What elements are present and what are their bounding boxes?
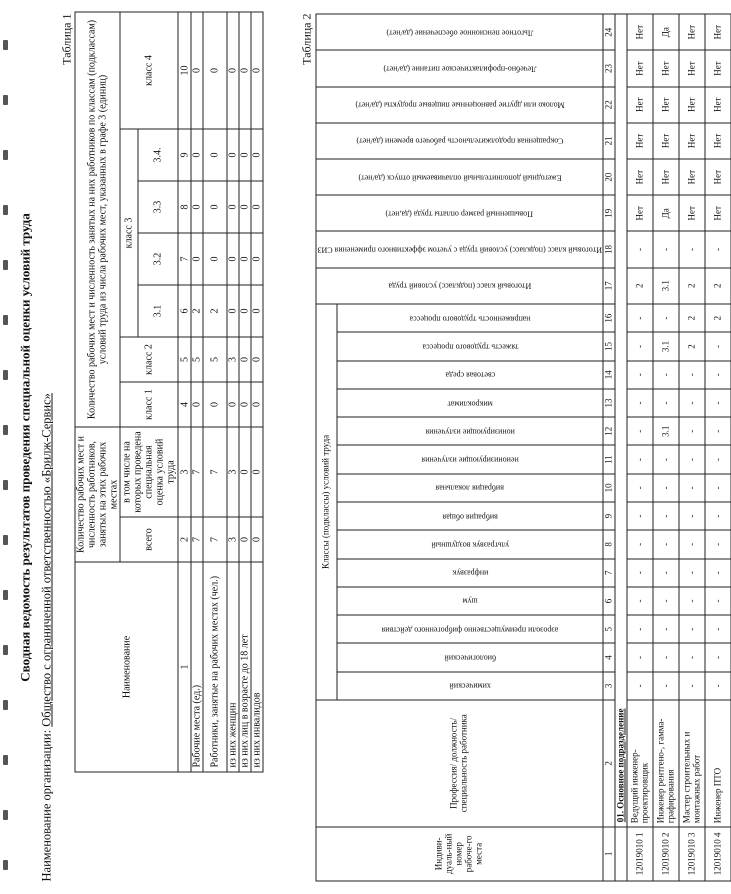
t2-cell: -: [627, 231, 653, 267]
t2-profession: Инженер рентгено-, гамма-графирования: [653, 699, 679, 826]
t2-cell: -: [627, 586, 653, 614]
t2-cell: -: [705, 530, 731, 558]
t2-cell: Нет: [679, 195, 705, 231]
t2-cell: Да: [653, 14, 679, 50]
t1-cell: 7: [203, 426, 227, 516]
t1-cell: 0: [191, 180, 203, 232]
t2-cell: -: [653, 388, 679, 416]
t2-cell: -: [705, 502, 731, 530]
t2-factor-text: тяжесть трудового процесса: [421, 341, 518, 351]
t2-cell: 2: [679, 267, 705, 303]
t1-cell: 0: [203, 381, 227, 426]
t2-factor-header: [316, 50, 603, 86]
t2-colnum: 16: [603, 303, 615, 332]
t2-factor-text: вибрация общая: [441, 511, 498, 521]
t1-row: [239, 11, 251, 771]
t2-cell: -: [679, 445, 705, 473]
t1-cell: 0: [239, 381, 251, 426]
t2-cell: Нет: [627, 158, 653, 194]
t2-factor-header: [336, 586, 603, 614]
t1-cell: 0: [227, 11, 239, 128]
t2-factor-header: [316, 14, 603, 50]
t1-cell: 0: [191, 381, 203, 426]
t2-colnum: 10: [603, 473, 615, 501]
t2-profession: Инженер ПТО: [705, 699, 731, 826]
t2-cell: -: [705, 558, 731, 586]
t2-cell: -: [653, 586, 679, 614]
t2-factor-header: [336, 558, 603, 586]
t2-cell: -: [679, 502, 705, 530]
t2-section-row: [615, 14, 627, 881]
organization-label: Наименование организации:: [39, 729, 53, 881]
t2-row: [627, 14, 653, 881]
t2-factor-header: [316, 231, 603, 267]
t2-cell: -: [627, 417, 653, 445]
t2-cell: -: [705, 417, 731, 445]
t2-cell: -: [705, 332, 731, 360]
t1-body: [191, 11, 263, 771]
t2-row: [705, 14, 731, 881]
t2-cell: -: [627, 502, 653, 530]
t1-cell: 5: [203, 336, 227, 381]
t2-factor-header: [336, 445, 603, 473]
t1-header-included: в том числе на которых проведена специальная оценка условий труда: [120, 426, 178, 516]
t2-factor-header: [336, 473, 603, 501]
t2-colnum: 1: [603, 826, 615, 880]
t2-factor-header: [336, 388, 603, 416]
t2-factor-text: биологический: [443, 653, 496, 663]
t1-cell: 0: [251, 180, 263, 232]
t1-header-3-3: 3.3: [138, 180, 178, 232]
t2-cell: -: [705, 231, 731, 267]
summary-table-2: [315, 13, 731, 881]
t1-cell: 0: [227, 128, 239, 180]
t2-cell: -: [627, 530, 653, 558]
t2-cell: -: [627, 558, 653, 586]
t2-cell: 2: [679, 303, 705, 332]
t2-cell: -: [627, 643, 653, 671]
t1-colnum: 7: [178, 232, 191, 284]
t1-header-classes: Количество рабочих мест и численность занятых на них работников по классам (подклассам) условий труда из числа рабочих мест, указанных в графе 3 (единиц): [75, 11, 120, 426]
t2-cell: Нет: [705, 122, 731, 158]
t1-row: [203, 11, 227, 771]
t2-cell: -: [653, 558, 679, 586]
t2-colnum: 2: [603, 699, 615, 826]
t2-factor-header: [316, 195, 603, 231]
t2-cell: Нет: [627, 14, 653, 50]
t2-factor-header: [316, 86, 603, 122]
t1-row: [191, 11, 203, 771]
t1-cell: 0: [251, 381, 263, 426]
t2-colnum: 7: [603, 558, 615, 586]
t2-row: [679, 14, 705, 881]
t1-cell: 0: [191, 11, 203, 128]
t1-cell: 0: [239, 284, 251, 336]
t2-cell: -: [705, 445, 731, 473]
t2-cell: Нет: [627, 50, 653, 86]
t2-colnum: 20: [603, 158, 615, 194]
t1-cell: 2: [203, 284, 227, 336]
t2-cell: 2: [679, 332, 705, 360]
t2-colnum: 22: [603, 86, 615, 122]
t1-row-label: из них лиц в возрасте до 18 лет: [239, 562, 251, 772]
t2-cell: Да: [653, 195, 679, 231]
t2-cell: -: [705, 586, 731, 614]
t2-cell: -: [653, 231, 679, 267]
t2-row: [653, 14, 679, 881]
t2-cell: -: [705, 671, 731, 699]
t2-colnum: 9: [603, 502, 615, 530]
t1-cell: 0: [251, 232, 263, 284]
t2-factor-text: неионизирующие излучения: [420, 455, 519, 465]
t2-factor-text: ультразвук воздушный: [430, 539, 509, 549]
t2-factor-header: [316, 158, 603, 194]
t2-colnum: 12: [603, 417, 615, 445]
t2-colnum: 3: [603, 671, 615, 699]
t2-cell: -: [653, 671, 679, 699]
t2-colnum: 4: [603, 643, 615, 671]
t2-factor-text: Молоко или другие равноценные пищевые продукты (да/нет): [354, 100, 564, 110]
t1-colnum: 2: [178, 517, 191, 562]
t2-cell: -: [653, 530, 679, 558]
t2-cell: -: [653, 615, 679, 643]
t2-cell: Нет: [627, 122, 653, 158]
summary-table-1: [74, 11, 263, 772]
t1-header-count: Количество рабочих мест и численность работников, занятых на этих рабочих местах: [75, 426, 120, 561]
t1-header-class1: класс 1: [120, 381, 178, 426]
t2-factor-header: [336, 303, 603, 332]
t2-cell: 2: [705, 267, 731, 303]
t2-cell: -: [627, 671, 653, 699]
t2-cell: Нет: [653, 50, 679, 86]
t1-cell: 0: [227, 284, 239, 336]
t2-colnum: 17: [603, 267, 615, 303]
t1-cell: 0: [227, 180, 239, 232]
t2-cell: -: [705, 643, 731, 671]
t2-cell: -: [627, 473, 653, 501]
t2-cell: Нет: [705, 14, 731, 50]
t2-factor-header: [336, 671, 603, 699]
t2-cell: 3.1: [653, 332, 679, 360]
t2-factor-text: Итоговый класс (подкласс) условий труда: [387, 281, 531, 291]
t2-factor-text: Льготное пенсионное обеспечение (да/нет): [385, 27, 533, 37]
t1-cell: 2: [191, 284, 203, 336]
t2-profession: Ведущий инженер-проектировщик: [627, 699, 653, 826]
t1-row-label: Работники, занятые на рабочих местах (чел.): [203, 562, 227, 772]
t2-header-classes: Классы (подклассы) условий труда: [316, 303, 337, 699]
t1-header-class2: класс 2: [120, 336, 178, 381]
t2-workplace-id: 12019010 1: [627, 826, 653, 880]
t2-cell: -: [653, 473, 679, 501]
t2-cell: Нет: [705, 50, 731, 86]
t1-cell: 0: [239, 517, 251, 562]
t1-header-name: Наименование: [75, 562, 178, 772]
t1-header-3-1: 3.1: [138, 284, 178, 336]
t2-cell: -: [679, 671, 705, 699]
t2-cell: -: [653, 502, 679, 530]
t1-colnum: 9: [178, 128, 191, 180]
t2-factor-header: [336, 332, 603, 360]
t1-cell: 0: [191, 232, 203, 284]
t2-workplace-id: 12019010 4: [705, 826, 731, 880]
t2-colnum: 11: [603, 445, 615, 473]
t2-factor-text: Итоговый класс (подкласс) условий труда с учетом эффективного применения СИЗ: [317, 245, 602, 254]
t2-colnum: 23: [603, 50, 615, 86]
t2-factor-text: инфразвук: [451, 568, 488, 578]
t1-cell: 7: [191, 426, 203, 516]
t1-cell: 0: [251, 284, 263, 336]
t2-factor-header: [316, 267, 603, 303]
t2-cell: Нет: [705, 158, 731, 194]
t2-cell: -: [627, 360, 653, 388]
t2-factor-text: аэрозоли преимущественно фиброгенного действия: [381, 624, 559, 634]
t2-factor-text: Сокращенная продолжительность рабочего времени (да/нет): [355, 136, 563, 146]
t2-cell: Нет: [627, 86, 653, 122]
t2-cell: Нет: [679, 86, 705, 122]
t1-header-class4: класс 4: [120, 11, 178, 128]
t2-factor-text: вибрация локальная: [435, 483, 504, 493]
t1-cell: 0: [227, 381, 239, 426]
t2-factor-header: [336, 417, 603, 445]
t1-cell: 7: [203, 517, 227, 562]
t1-header-3-2: 3.2: [138, 232, 178, 284]
t1-column-numbers: [178, 11, 191, 771]
t2-cell: Нет: [705, 195, 731, 231]
t2-factor-header: [336, 360, 603, 388]
t2-colnum: 15: [603, 332, 615, 360]
t2-cell: -: [679, 586, 705, 614]
t1-colnum: 4: [178, 381, 191, 426]
t2-cell: Нет: [679, 122, 705, 158]
t2-cell: -: [705, 615, 731, 643]
t2-column-numbers: [603, 14, 615, 881]
t1-header-total: всего: [120, 517, 178, 562]
t2-factor-text: микроклимат: [446, 398, 493, 408]
t2-factor-text: световая среда: [444, 370, 495, 380]
t1-colnum: 3: [178, 426, 191, 516]
t1-cell: 0: [239, 426, 251, 516]
t1-cell: 0: [203, 128, 227, 180]
t1-row-label: из них женщин: [227, 562, 239, 772]
t2-cell: -: [627, 388, 653, 416]
t2-section-label: 01. Основное подразделение: [615, 14, 627, 827]
t1-cell: 0: [239, 180, 251, 232]
t2-colnum: 21: [603, 122, 615, 158]
t2-factor-text: химический: [448, 681, 491, 691]
t1-header-class3: класс 3: [120, 128, 138, 336]
t1-row-label: Рабочие места (ед.): [191, 562, 203, 772]
t2-colnum: 5: [603, 615, 615, 643]
t2-cell: -: [679, 417, 705, 445]
t1-cell: 7: [191, 517, 203, 562]
t1-colnum: 1: [178, 562, 191, 772]
t1-cell: 0: [239, 128, 251, 180]
t2-factor-text: ионизирующие излучения: [424, 426, 515, 436]
t2-cell: -: [705, 360, 731, 388]
t2-cell: Нет: [653, 158, 679, 194]
t2-colnum: 24: [603, 14, 615, 50]
t2-factor-header: [336, 615, 603, 643]
t2-cell: -: [627, 445, 653, 473]
table1-caption: Таблица 1: [59, 13, 73, 65]
t2-header-id: Индиви-дуаль-ный номер рабоче-го места: [316, 826, 603, 880]
t1-colnum: 8: [178, 180, 191, 232]
t2-cell: Нет: [679, 50, 705, 86]
t1-colnum: 10: [178, 11, 191, 128]
t2-factor-text: шум: [462, 596, 478, 606]
t2-cell: -: [627, 332, 653, 360]
table2-caption: Таблица 2: [299, 13, 313, 65]
t1-cell: 0: [191, 128, 203, 180]
t2-cell: -: [679, 473, 705, 501]
t1-cell: 0: [227, 232, 239, 284]
t2-cell: -: [653, 303, 679, 332]
t2-workplace-id: 12019010 3: [679, 826, 705, 880]
t1-header-3-4: 3.4.: [138, 128, 178, 180]
t1-cell: 0: [239, 232, 251, 284]
organization-name: Общество с ограниченной ответственностью «Брилж-Сервис»: [39, 392, 53, 727]
t2-cell: -: [679, 643, 705, 671]
t2-cell: Нет: [653, 86, 679, 122]
t1-colnum: 5: [178, 336, 191, 381]
t1-number-row-group: [178, 11, 191, 771]
t2-cell: 3.1: [653, 417, 679, 445]
t1-cell: 5: [191, 336, 203, 381]
t1-cell: 3: [227, 336, 239, 381]
t2-factor-header: [336, 530, 603, 558]
t1-cell: 0: [251, 11, 263, 128]
t2-colnum: 18: [603, 231, 615, 267]
t1-cell: 0: [251, 426, 263, 516]
t2-cell: Нет: [679, 14, 705, 50]
t2-colnum: 19: [603, 195, 615, 231]
t2-factor-text: напряженность трудового процесса: [409, 313, 531, 323]
t2-cell: -: [705, 473, 731, 501]
t1-cell: 0: [251, 517, 263, 562]
t2-factor-text: Повышенный размер оплаты труда (да,нет): [385, 208, 533, 218]
t2-colnum: 13: [603, 388, 615, 416]
t2-section-empty: [615, 826, 627, 880]
t1-row: [227, 11, 239, 771]
t1-row: [251, 11, 263, 771]
t2-factor-text: Лечебно-профилактическое питание (да/нет): [382, 63, 536, 73]
t2-factor-text: Ежегодный дополнительный оплачиваемый отпуск (да/нет): [357, 172, 561, 182]
t2-colnum: 14: [603, 360, 615, 388]
t1-colnum: 6: [178, 284, 191, 336]
t2-cell: -: [679, 360, 705, 388]
t1-row-label: из них инвалидов: [251, 562, 263, 772]
t1-cell: 0: [251, 128, 263, 180]
t2-factor-header: [336, 643, 603, 671]
t2-cell: -: [679, 231, 705, 267]
t2-cell: -: [627, 303, 653, 332]
rotated-document: [9, 7, 722, 887]
t2-cell: -: [653, 360, 679, 388]
t2-factor-header: [336, 502, 603, 530]
t1-cell: 0: [203, 232, 227, 284]
t2-cell: Нет: [679, 158, 705, 194]
t2-cell: 2: [705, 303, 731, 332]
document-title: Сводная ведомость результатов проведения специальной оценки условий труда: [17, 212, 32, 682]
t2-colnum: 8: [603, 530, 615, 558]
t2-cell: Нет: [627, 195, 653, 231]
t1-cell: 3: [227, 517, 239, 562]
t2-cell: Нет: [705, 86, 731, 122]
t2-cell: 3.1: [653, 267, 679, 303]
t2-cell: Нет: [653, 122, 679, 158]
t2-cell: -: [653, 643, 679, 671]
t2-cell: -: [705, 388, 731, 416]
t2-cell: -: [679, 388, 705, 416]
t1-cell: 0: [203, 180, 227, 232]
t2-header-profession: Профессия/ должность/ специальность работника: [316, 699, 603, 826]
t1-cell: 0: [251, 336, 263, 381]
t2-cell: -: [679, 558, 705, 586]
t1-cell: 0: [239, 336, 251, 381]
t2-colnum: 6: [603, 586, 615, 614]
organization-line: [39, 393, 54, 881]
t2-profession: Мастер строительных и монтажных работ: [679, 699, 705, 826]
t2-cell: -: [679, 530, 705, 558]
t2-cell: 2: [627, 267, 653, 303]
t2-cell: -: [679, 615, 705, 643]
t1-cell: 0: [203, 11, 227, 128]
t2-workplace-id: 12019010 2: [653, 826, 679, 880]
t2-cell: -: [627, 615, 653, 643]
t2-cell: -: [653, 445, 679, 473]
t1-cell: 3: [227, 426, 239, 516]
t2-factor-header: [316, 122, 603, 158]
t1-cell: 0: [239, 11, 251, 128]
